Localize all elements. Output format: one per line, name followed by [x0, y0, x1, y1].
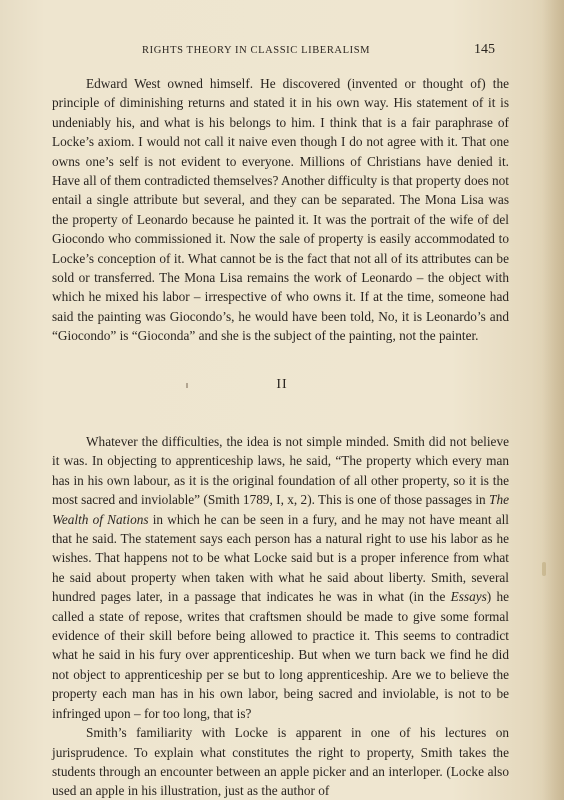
book-title-essays: Essays [450, 589, 487, 605]
paragraph-whatever-the-difficulties [52, 432, 509, 723]
body-text-section-ii [52, 432, 509, 800]
page-number: 145 [474, 42, 495, 57]
page-gutter-shadow [542, 0, 564, 800]
paragraph-text: Whatever the difficulties, the idea is not simple minded. Smith did not believe it was. In objecting to apprenticeship laws, he said, “The property which every man has in his own labour, as it is the original foundation of all other property, so it is the most sacred and inviolable” (Smith 1789, I, x, 2). This is one of those passages in [52, 434, 509, 508]
paragraph-text: in which he can be seen in a fury, and he may not have meant all that he said. The statement says each person has a natural right to use his labor as he wishes. That happens not to be what Locke said but is a proper inference from what he said about property when taken with what he said about liberty. Smith, several hundred pages later, in a passage that indicates he was in what (in the [52, 511, 509, 605]
paragraph-smiths-familiarity: Smith’s familiarity with Locke is apparent in one of his lectures on jurisprudence. To explain what constitutes the right to property, Smith takes the students through an encounter between an apple picker and an interloper. (Locke also used an apple in his illustration, just as the author of [52, 725, 509, 799]
paragraph-text: ) he called a state of repose, writes that craftsmen should be made to give some formal evidence of their skill before being allowed to practice it. This seems to contradict what he said in his fury over apprenticeship. But when we turn back we find he did not object to apprenticeship per se but to long apprenticeship. Are we to believe the property each man has in his own labor, being sacred and inviolable, is not to be infringed upon – for too long, that is? [52, 589, 509, 721]
section-heading: II [276, 377, 288, 392]
running-head [0, 42, 564, 61]
paragraph-edward-west: Edward West owned himself. He discovered (invented or thought of) the principle of diminishing returns and stated it in his own way. His statement of it is undeniably his, and what is his belongs to him. I think that is a fair paraphrase of Locke’s axiom. I would not call it naive even though I do not agree with it. That one owns one’s self is not evident to everyone. Millions of Christians have denied it. Have all of them contradicted themselves? Another difficulty is that property does not entail a single attribute but several, and they can be separated. The Mona Lisa was the property of Leonardo because he painted it. It was the portrait of the wife of del Giocondo who commissioned it. Now the sale of property is easily accommodated to Locke’s conception of it. What cannot be is the fact that not all of its attributes can be sold or transferred. The Mona Lisa remains the work of Leonardo – the object with which he mixed his labor – irrespective of who owns it. If at the time, someone had said the painting was Giocondo’s, he would have been told, No, it is Leonardo’s and “Giocondo” is “Gioconda” and she is the subject of the painting, not the painter. [52, 76, 509, 344]
page-stain [542, 562, 546, 576]
book-title-wealth-of-nations: The Wealth of Nations [52, 492, 509, 527]
running-head-title: RIGHTS THEORY IN CLASSIC LIBERALISM [142, 45, 371, 56]
body-text-top [52, 74, 509, 346]
